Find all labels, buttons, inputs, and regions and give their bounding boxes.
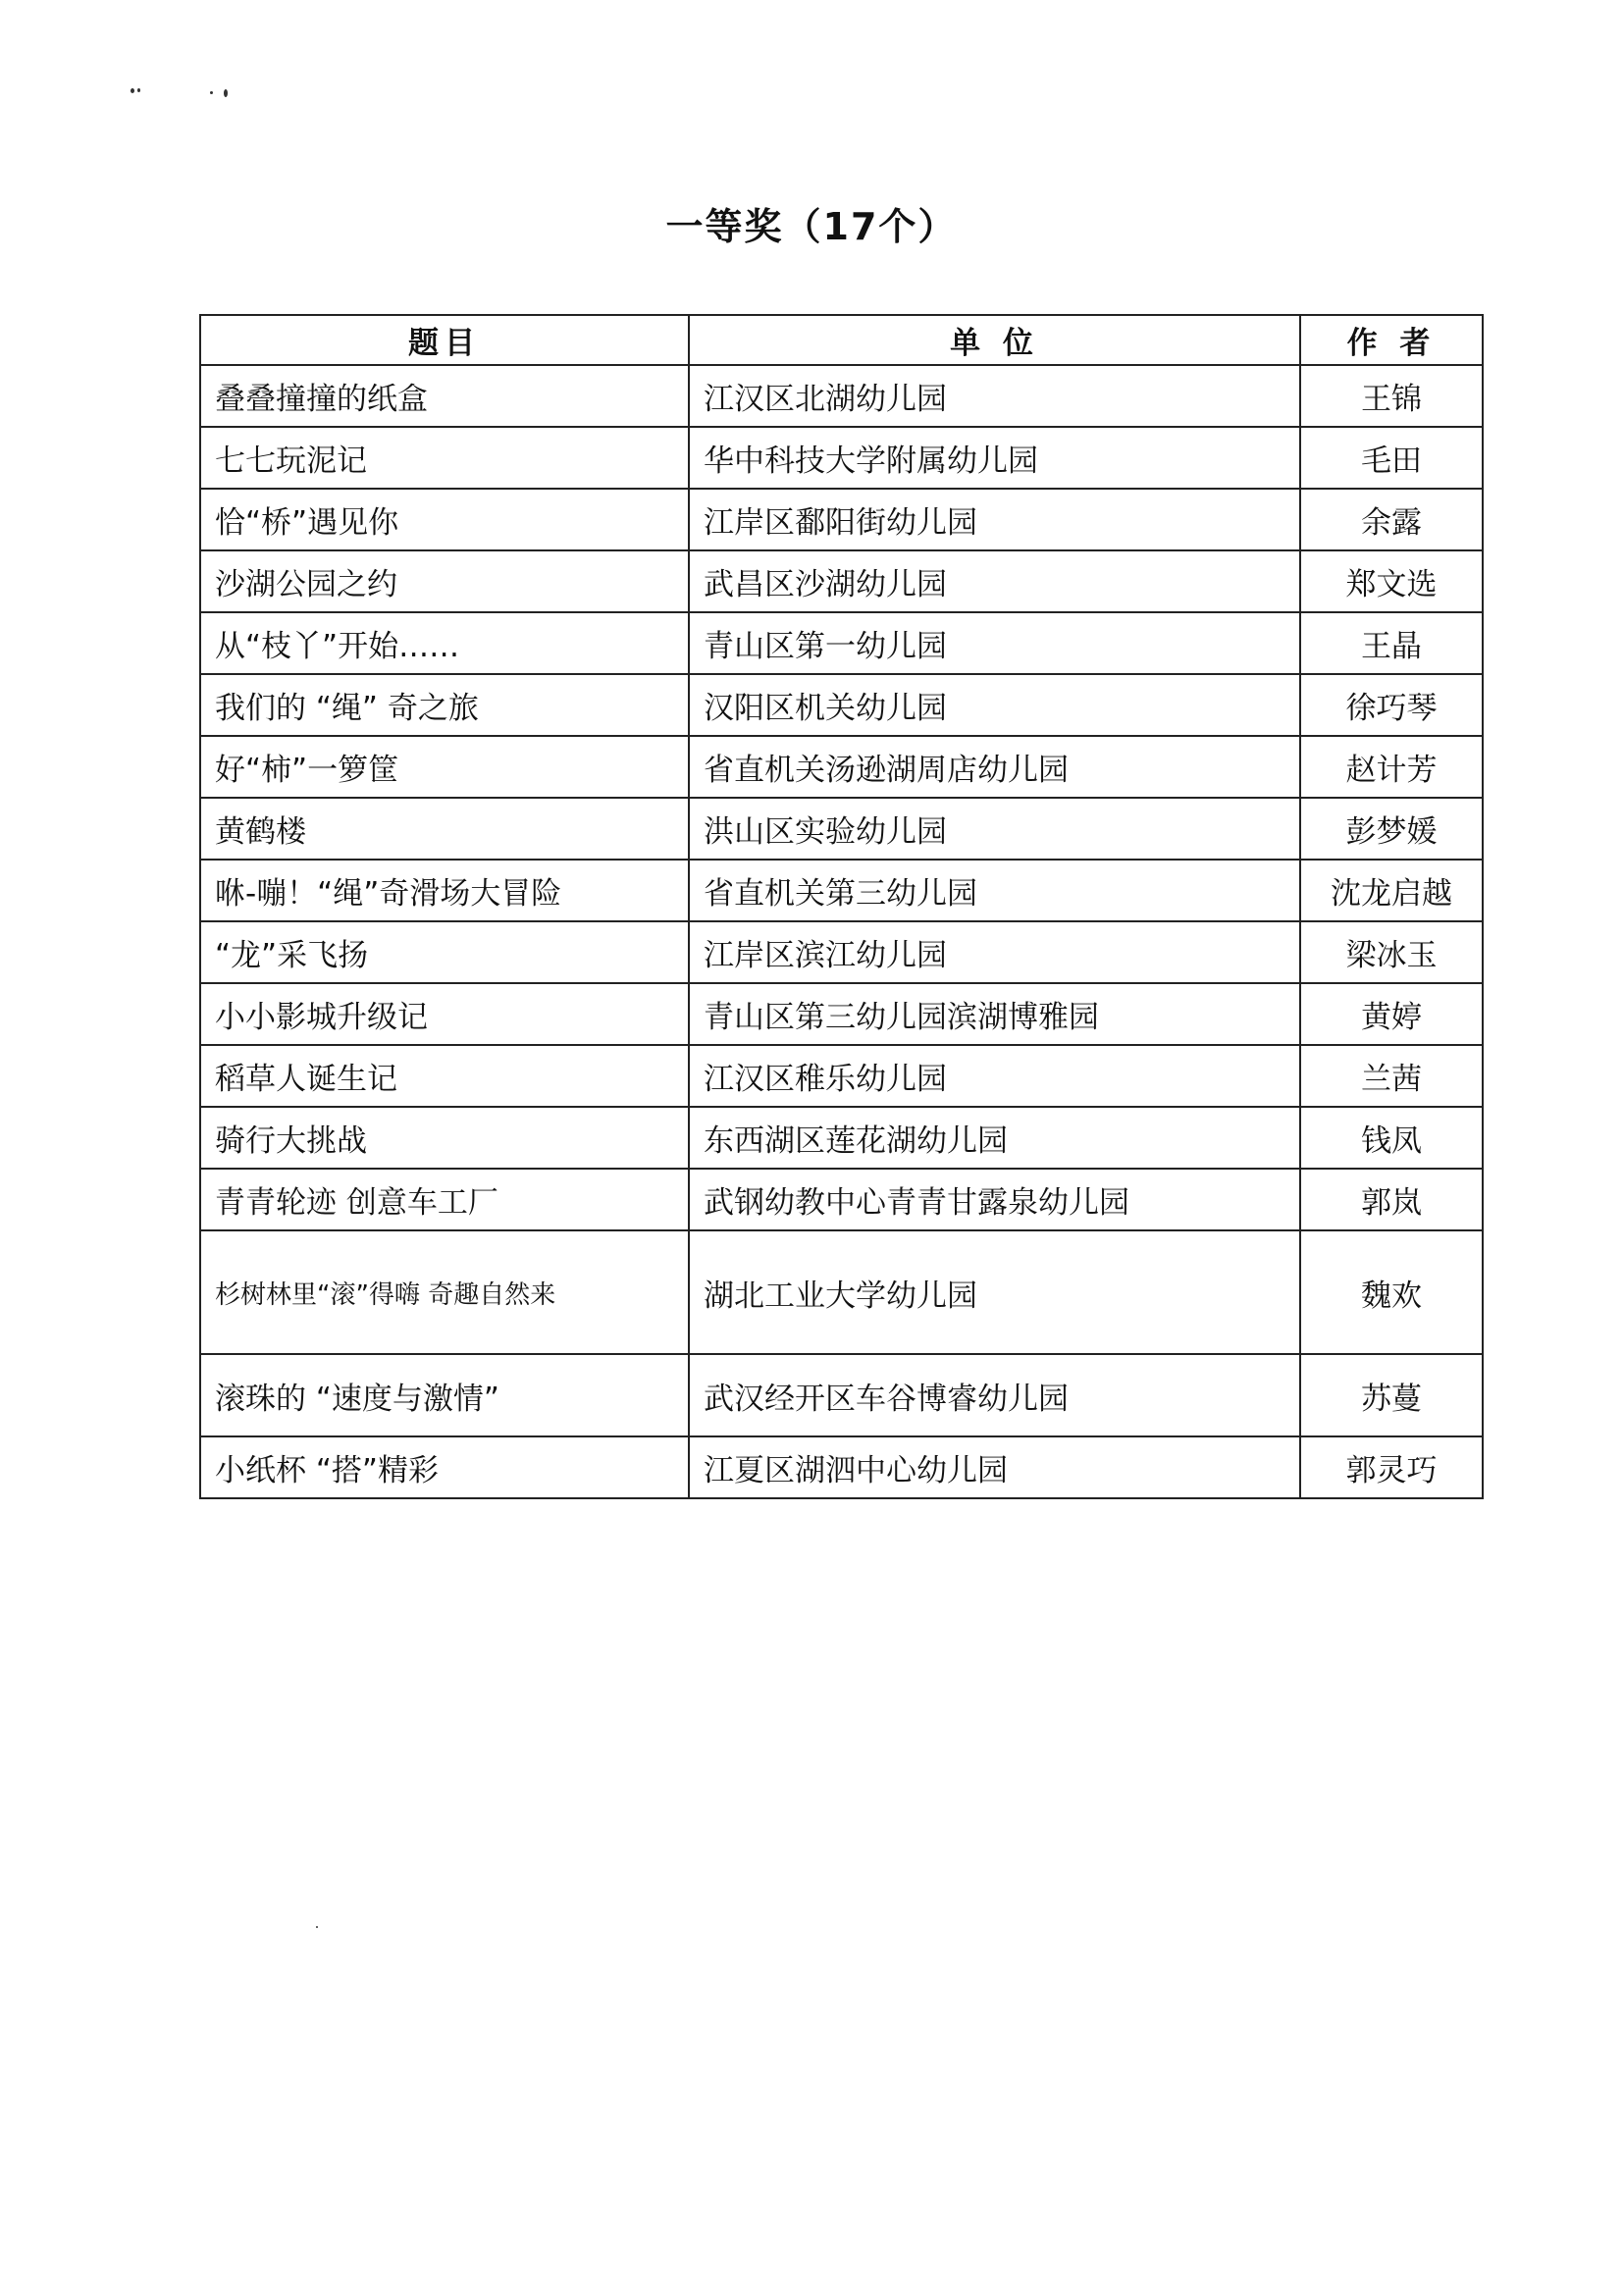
unit-cell: 江汉区稚乐幼儿园 xyxy=(689,1045,1300,1107)
author-cell: 黄婷 xyxy=(1300,983,1483,1045)
unit-cell: 青山区第一幼儿园 xyxy=(689,612,1300,674)
table-row xyxy=(200,427,1483,489)
topic-cell: 恰“桥”遇见你 xyxy=(200,489,689,550)
unit-cell: 洪山区实验幼儿园 xyxy=(689,798,1300,860)
unit-cell: 省直机关第三幼儿园 xyxy=(689,860,1300,921)
unit-cell: 武钢幼教中心青青甘露泉幼儿园 xyxy=(689,1169,1300,1230)
author-cell: 王晶 xyxy=(1300,612,1483,674)
topic-cell: 叠叠撞撞的纸盒 xyxy=(200,365,689,427)
author-cell: 徐巧琴 xyxy=(1300,674,1483,736)
unit-cell: 东西湖区莲花湖幼儿园 xyxy=(689,1107,1300,1169)
author-cell: 苏蔓 xyxy=(1300,1354,1483,1436)
topic-cell: 小小影城升级记 xyxy=(200,983,689,1045)
unit-cell: 江汉区北湖幼儿园 xyxy=(689,365,1300,427)
topic-cell: 我们的 “绳” 奇之旅 xyxy=(200,674,689,736)
topic-cell: 咻-嘣！“绳”奇滑场大冒险 xyxy=(200,860,689,921)
unit-cell: 江岸区滨江幼儿园 xyxy=(689,921,1300,983)
table-row xyxy=(200,1107,1483,1169)
topic-cell: 杉树林里“滚”得嗨 奇趣自然来 xyxy=(200,1230,689,1354)
author-cell: 兰茜 xyxy=(1300,1045,1483,1107)
column-header-author: 作 者 xyxy=(1300,315,1483,365)
table-row xyxy=(200,860,1483,921)
table-row xyxy=(200,1436,1483,1498)
author-cell: 毛田 xyxy=(1300,427,1483,489)
table-row xyxy=(200,1045,1483,1107)
topic-cell: 从“枝丫”开始…… xyxy=(200,612,689,674)
scan-speck xyxy=(137,88,140,92)
author-cell: 魏欢 xyxy=(1300,1230,1483,1354)
topic-cell: 青青轮迹 创意车工厂 xyxy=(200,1169,689,1230)
author-cell: 郭灵巧 xyxy=(1300,1436,1483,1498)
unit-cell: 青山区第三幼儿园滨湖博雅园 xyxy=(689,983,1300,1045)
unit-cell: 江夏区湖泗中心幼儿园 xyxy=(689,1436,1300,1498)
table-row xyxy=(200,674,1483,736)
table-row xyxy=(200,489,1483,550)
author-cell: 郭岚 xyxy=(1300,1169,1483,1230)
author-cell: 余露 xyxy=(1300,489,1483,550)
topic-cell: 沙湖公园之约 xyxy=(200,550,689,612)
column-header-topic: 题目 xyxy=(200,315,689,365)
unit-cell: 江岸区鄱阳街幼儿园 xyxy=(689,489,1300,550)
unit-cell: 湖北工业大学幼儿园 xyxy=(689,1230,1300,1354)
table-row xyxy=(200,612,1483,674)
topic-cell: 七七玩泥记 xyxy=(200,427,689,489)
table-header-row xyxy=(200,315,1483,365)
table-row xyxy=(200,1354,1483,1436)
column-header-unit: 单 位 xyxy=(689,315,1300,365)
topic-cell: 稻草人诞生记 xyxy=(200,1045,689,1107)
unit-cell: 汉阳区机关幼儿园 xyxy=(689,674,1300,736)
author-cell: 赵计芳 xyxy=(1300,736,1483,798)
table-row xyxy=(200,1169,1483,1230)
scan-speck xyxy=(316,1926,318,1928)
table-row xyxy=(200,550,1483,612)
scan-speck xyxy=(210,91,213,94)
topic-cell: 骑行大挑战 xyxy=(200,1107,689,1169)
topic-cell: “龙”采飞扬 xyxy=(200,921,689,983)
topic-cell: 滚珠的 “速度与激情” xyxy=(200,1354,689,1436)
unit-cell: 武昌区沙湖幼儿园 xyxy=(689,550,1300,612)
unit-cell: 省直机关汤逊湖周店幼儿园 xyxy=(689,736,1300,798)
author-cell: 王锦 xyxy=(1300,365,1483,427)
scan-speck xyxy=(224,89,228,97)
page-title: 一等奖（17个） xyxy=(665,205,958,248)
author-cell: 沈龙启越 xyxy=(1300,860,1483,921)
table-row xyxy=(200,1230,1483,1354)
unit-cell: 武汉经开区车谷博睿幼儿园 xyxy=(689,1354,1300,1436)
author-cell: 彭梦媛 xyxy=(1300,798,1483,860)
topic-cell: 好“柿”一箩筐 xyxy=(200,736,689,798)
table-row xyxy=(200,798,1483,860)
unit-cell: 华中科技大学附属幼儿园 xyxy=(689,427,1300,489)
table-row xyxy=(200,983,1483,1045)
author-cell: 郑文选 xyxy=(1300,550,1483,612)
topic-cell: 黄鹤楼 xyxy=(200,798,689,860)
scan-speck xyxy=(131,88,134,93)
table-row xyxy=(200,736,1483,798)
table-row xyxy=(200,921,1483,983)
author-cell: 钱凤 xyxy=(1300,1107,1483,1169)
awards-table xyxy=(199,314,1484,1499)
topic-cell: 小纸杯 “搭”精彩 xyxy=(200,1436,689,1498)
table-row xyxy=(200,365,1483,427)
author-cell: 梁冰玉 xyxy=(1300,921,1483,983)
